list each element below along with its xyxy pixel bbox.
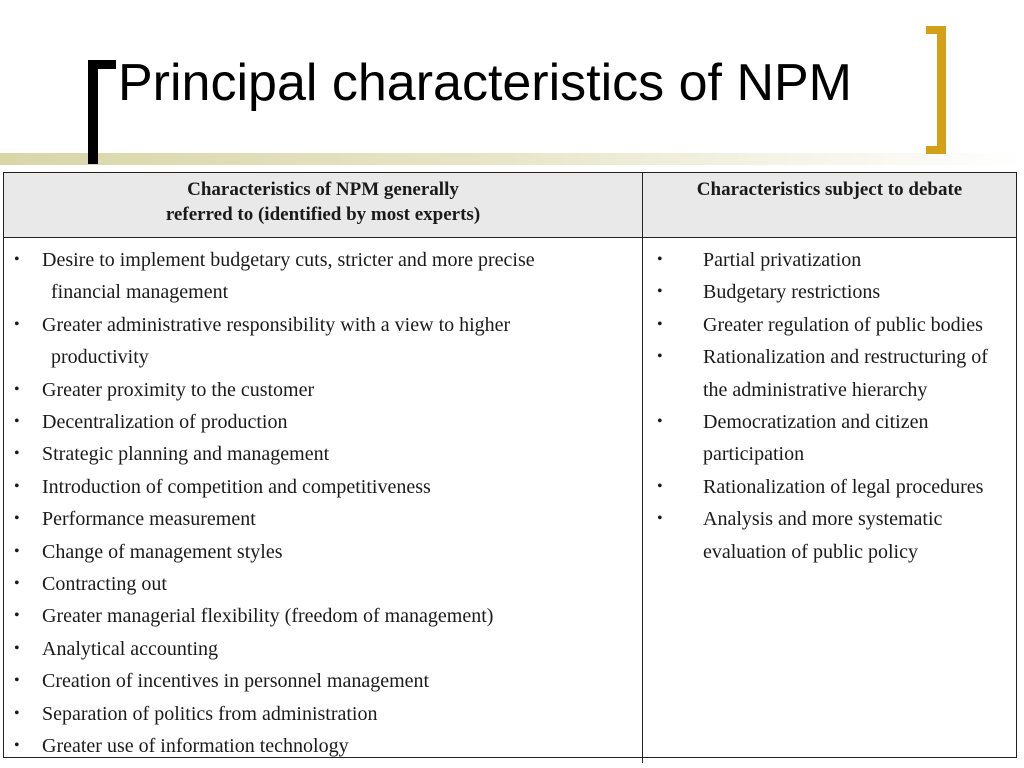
bullet-icon: • (14, 315, 20, 333)
bullet-icon: • (657, 477, 663, 495)
general-characteristic-item-text: Analytical accounting (42, 637, 219, 660)
bullet-icon: • (657, 283, 663, 301)
slide-title: Principal characteristics of NPM (118, 54, 852, 112)
general-characteristic-item-text-continued: productivity (51, 346, 149, 369)
bullet-icon: • (14, 575, 20, 593)
debated-characteristics-cell (643, 238, 1017, 763)
right-bracket-decoration (937, 26, 946, 154)
general-characteristic-item-text: Introduction of competition and competitiveness (42, 475, 431, 498)
bullet-icon: • (14, 607, 20, 625)
general-characteristic-item-text: Creation of incentives in personnel management (42, 670, 430, 693)
debated-characteristic-item (643, 503, 1016, 568)
general-characteristic-item-text: Separation of politics from administration (42, 702, 378, 725)
general-characteristic-item (4, 309, 642, 374)
header-col1-line1: Characteristics of NPM generally (187, 179, 459, 200)
general-characteristic-item-text: Greater administrative responsibility with a view to higher (42, 313, 511, 336)
debated-characteristic-item (643, 341, 1016, 406)
debated-characteristic-item (643, 276, 1016, 308)
general-characteristic-item-text: Greater managerial flexibility (freedom of management) (42, 605, 494, 628)
bullet-icon: • (657, 413, 663, 431)
header-row (4, 173, 1016, 238)
left-bracket-decoration (88, 60, 98, 164)
bullet-icon: • (657, 510, 663, 528)
general-characteristic-item (4, 406, 642, 438)
general-characteristic-item-text: Performance measurement (42, 508, 256, 531)
debated-characteristic-item (643, 309, 1016, 341)
debated-characteristic-item-text: Democratization and citizen (703, 411, 929, 434)
bullet-icon: • (657, 315, 663, 333)
header-col1-line2: referred to (identified by most experts) (165, 204, 481, 225)
general-characteristic-item (4, 730, 642, 762)
general-characteristic-item (4, 698, 642, 730)
right-bracket-top-decoration (926, 26, 946, 34)
debated-characteristic-item-text-continued: participation (703, 443, 805, 466)
bullet-icon: • (14, 639, 20, 657)
general-characteristic-item (4, 536, 642, 568)
characteristics-table (3, 172, 1017, 758)
bullet-icon: • (657, 348, 663, 366)
general-characteristic-item (4, 503, 642, 535)
general-characteristics-cell (4, 238, 643, 763)
left-bracket-top-decoration (88, 60, 116, 69)
bullet-icon: • (14, 510, 20, 528)
general-characteristic-item (4, 568, 642, 600)
general-characteristic-item-text: Decentralization of production (42, 411, 288, 434)
bullet-icon: • (14, 704, 20, 722)
header-debated-characteristics: Characteristics subject to debate (643, 173, 1017, 238)
bullet-icon: • (657, 251, 663, 268)
bullet-icon: • (14, 672, 20, 690)
header-general-characteristics (4, 173, 643, 238)
debated-characteristics-list (643, 244, 1016, 568)
right-bracket-bottom-decoration (926, 146, 946, 154)
general-characteristic-item-text: Strategic planning and management (42, 443, 330, 466)
general-characteristic-item (4, 633, 642, 665)
general-characteristic-item (4, 244, 642, 309)
general-characteristic-item-text: Contracting out (42, 573, 167, 596)
bullet-icon: • (14, 542, 20, 560)
debated-characteristic-item-text: Partial privatization (703, 249, 862, 271)
general-characteristic-item-text: Greater proximity to the customer (42, 378, 315, 401)
bullet-icon: • (14, 737, 20, 755)
bullet-icon: • (14, 477, 20, 495)
general-characteristic-item (4, 600, 642, 632)
debated-characteristic-item-text: Budgetary restrictions (703, 281, 881, 304)
general-characteristic-item (4, 665, 642, 697)
bullet-icon: • (14, 251, 20, 268)
general-characteristic-item-text: Desire to implement budgetary cuts, stricter and more precise (42, 249, 535, 271)
bullet-icon: • (14, 380, 20, 398)
debated-characteristic-item (643, 244, 1016, 276)
general-characteristic-item (4, 471, 642, 503)
debated-characteristic-item-text: Rationalization and restructuring of (703, 346, 988, 369)
debated-characteristic-item-text: Analysis and more systematic (703, 508, 943, 531)
bullet-icon: • (14, 445, 20, 463)
body-row (4, 238, 1016, 763)
debated-characteristic-item (643, 471, 1016, 503)
general-characteristic-item-text: Change of management styles (42, 540, 283, 563)
debated-characteristic-item (643, 406, 1016, 471)
debated-characteristic-item-text-continued: evaluation of public policy (703, 540, 918, 563)
general-characteristic-item-text-continued: financial management (51, 281, 229, 304)
debated-characteristic-item-text: Greater regulation of public bodies (703, 313, 983, 336)
general-characteristic-item (4, 374, 642, 406)
bullet-icon: • (14, 413, 20, 431)
general-characteristics-list (4, 244, 642, 763)
general-characteristic-item-text: Greater use of information technology (42, 735, 349, 758)
decorative-gradient-band (0, 153, 1024, 165)
debated-characteristic-item-text-continued: the administrative hierarchy (703, 378, 928, 401)
general-characteristic-item (4, 438, 642, 470)
comparison-table (4, 173, 1016, 763)
debated-characteristic-item-text: Rationalization of legal procedures (703, 475, 984, 498)
